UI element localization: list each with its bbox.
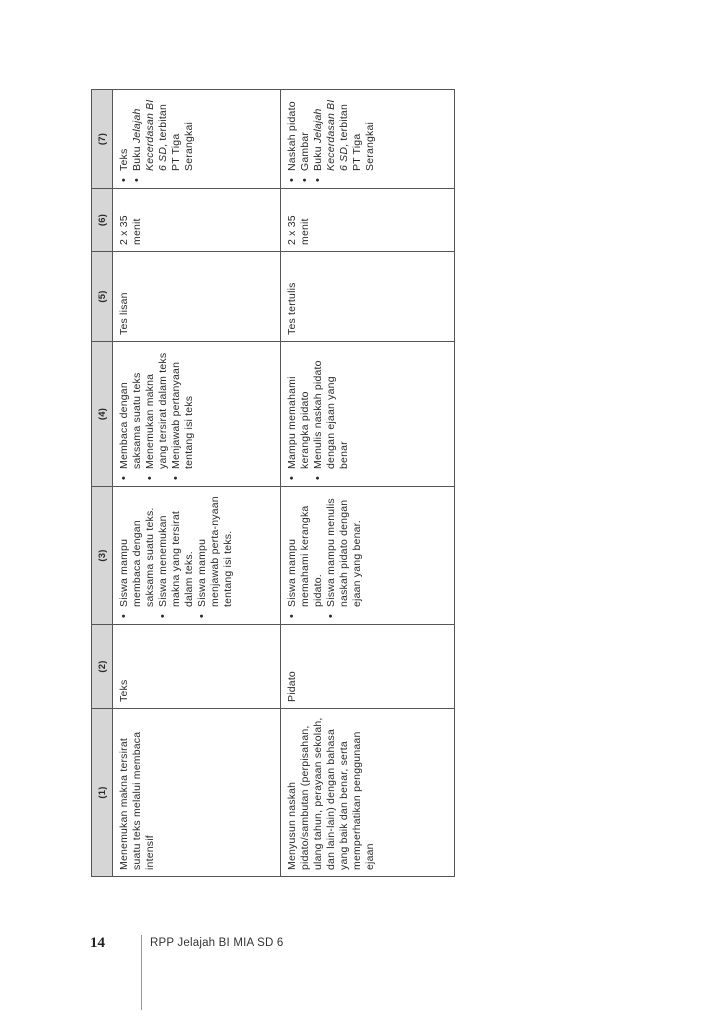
time-cell: 2 x 35 menit	[281, 189, 455, 252]
competency-cell: Menemukan makna tersirat suatu teks melalui membaca intensif	[113, 709, 281, 877]
material-cell: Pidato	[281, 625, 455, 709]
header-col-7: (7)	[92, 90, 113, 189]
header-col-3: (3)	[92, 487, 113, 625]
source-cell	[281, 90, 455, 189]
table-row	[113, 90, 281, 877]
list-item: • Teks	[118, 96, 131, 182]
source-cell	[113, 90, 281, 189]
list-item: • Naskah pidato	[286, 96, 299, 182]
assessment-cell: Tes lisan	[113, 252, 281, 342]
footer-divider	[141, 935, 142, 1010]
activity-cell	[113, 342, 281, 487]
list-item: • Membaca dengan saksama suatu teks	[118, 348, 144, 480]
list-item: • Siswa mampu menulis naskah pidato dengan ejaan yang benar.	[325, 493, 364, 618]
assessment-cell: Tes tertulis	[281, 252, 455, 342]
list-item: • Mampu memahami kerangka pidato	[286, 348, 312, 480]
indicator-cell	[281, 487, 455, 625]
page-number: 14	[90, 935, 105, 951]
header-col-1: (1)	[92, 709, 113, 877]
list-item: • Menulis naskah pidato dengan ejaan yang benar	[312, 348, 351, 480]
list-item: • Gambar	[299, 96, 312, 182]
time-cell: 2 x 35 menit	[113, 189, 281, 252]
header-col-4: (4)	[92, 342, 113, 487]
header-col-2: (2)	[92, 625, 113, 709]
indicator-cell	[113, 487, 281, 625]
list-item: • Buku Jelajah Kecerdasan BI 6 SD, terbitan PT Tiga Serangkai	[312, 96, 377, 182]
list-item: • Siswa mampu membaca dengan saksama suatu teks.	[118, 493, 157, 618]
list-item: • Buku Jelajah Kecerdasan BI 6 SD, terbitan PT Tiga Serangkai	[131, 96, 196, 182]
rotated-table-container	[91, 90, 451, 877]
rpp-table	[91, 89, 455, 877]
list-item: • Menjawab pertanyaan tentang isi teks	[170, 348, 196, 480]
material-cell: Teks	[113, 625, 281, 709]
list-item: • Siswa mampu menjawab perta-nyaan tentang isi teks.	[196, 493, 235, 618]
activity-cell	[281, 342, 455, 487]
table-row	[281, 90, 455, 877]
list-item: • Siswa menemukan makna yang tersirat dalam teks.	[157, 493, 196, 618]
book-title: Jelajah Kecerdasan BI 6 SD	[312, 99, 350, 171]
footer-title: RPP Jelajah BI MIA SD 6	[150, 937, 284, 949]
header-col-6: (6)	[92, 189, 113, 252]
list-item: • Siswa mampu memahami kerangka pidato.	[286, 493, 325, 618]
list-item: • Menemukan makna yang tersirat dalam teks	[144, 348, 170, 480]
header-col-5: (5)	[92, 252, 113, 342]
table-header-row	[92, 90, 113, 877]
book-title: Jelajah Kecerdasan BI 6 SD	[131, 99, 169, 171]
competency-cell: Menyusun naskah pidato/sambutan (perpisahan, ulang tahun, perayaan sekolah, dan lain-lain) dengan bahasa yang baik dan benar, serta memperhatikan penggunaan ejaan	[281, 709, 455, 877]
